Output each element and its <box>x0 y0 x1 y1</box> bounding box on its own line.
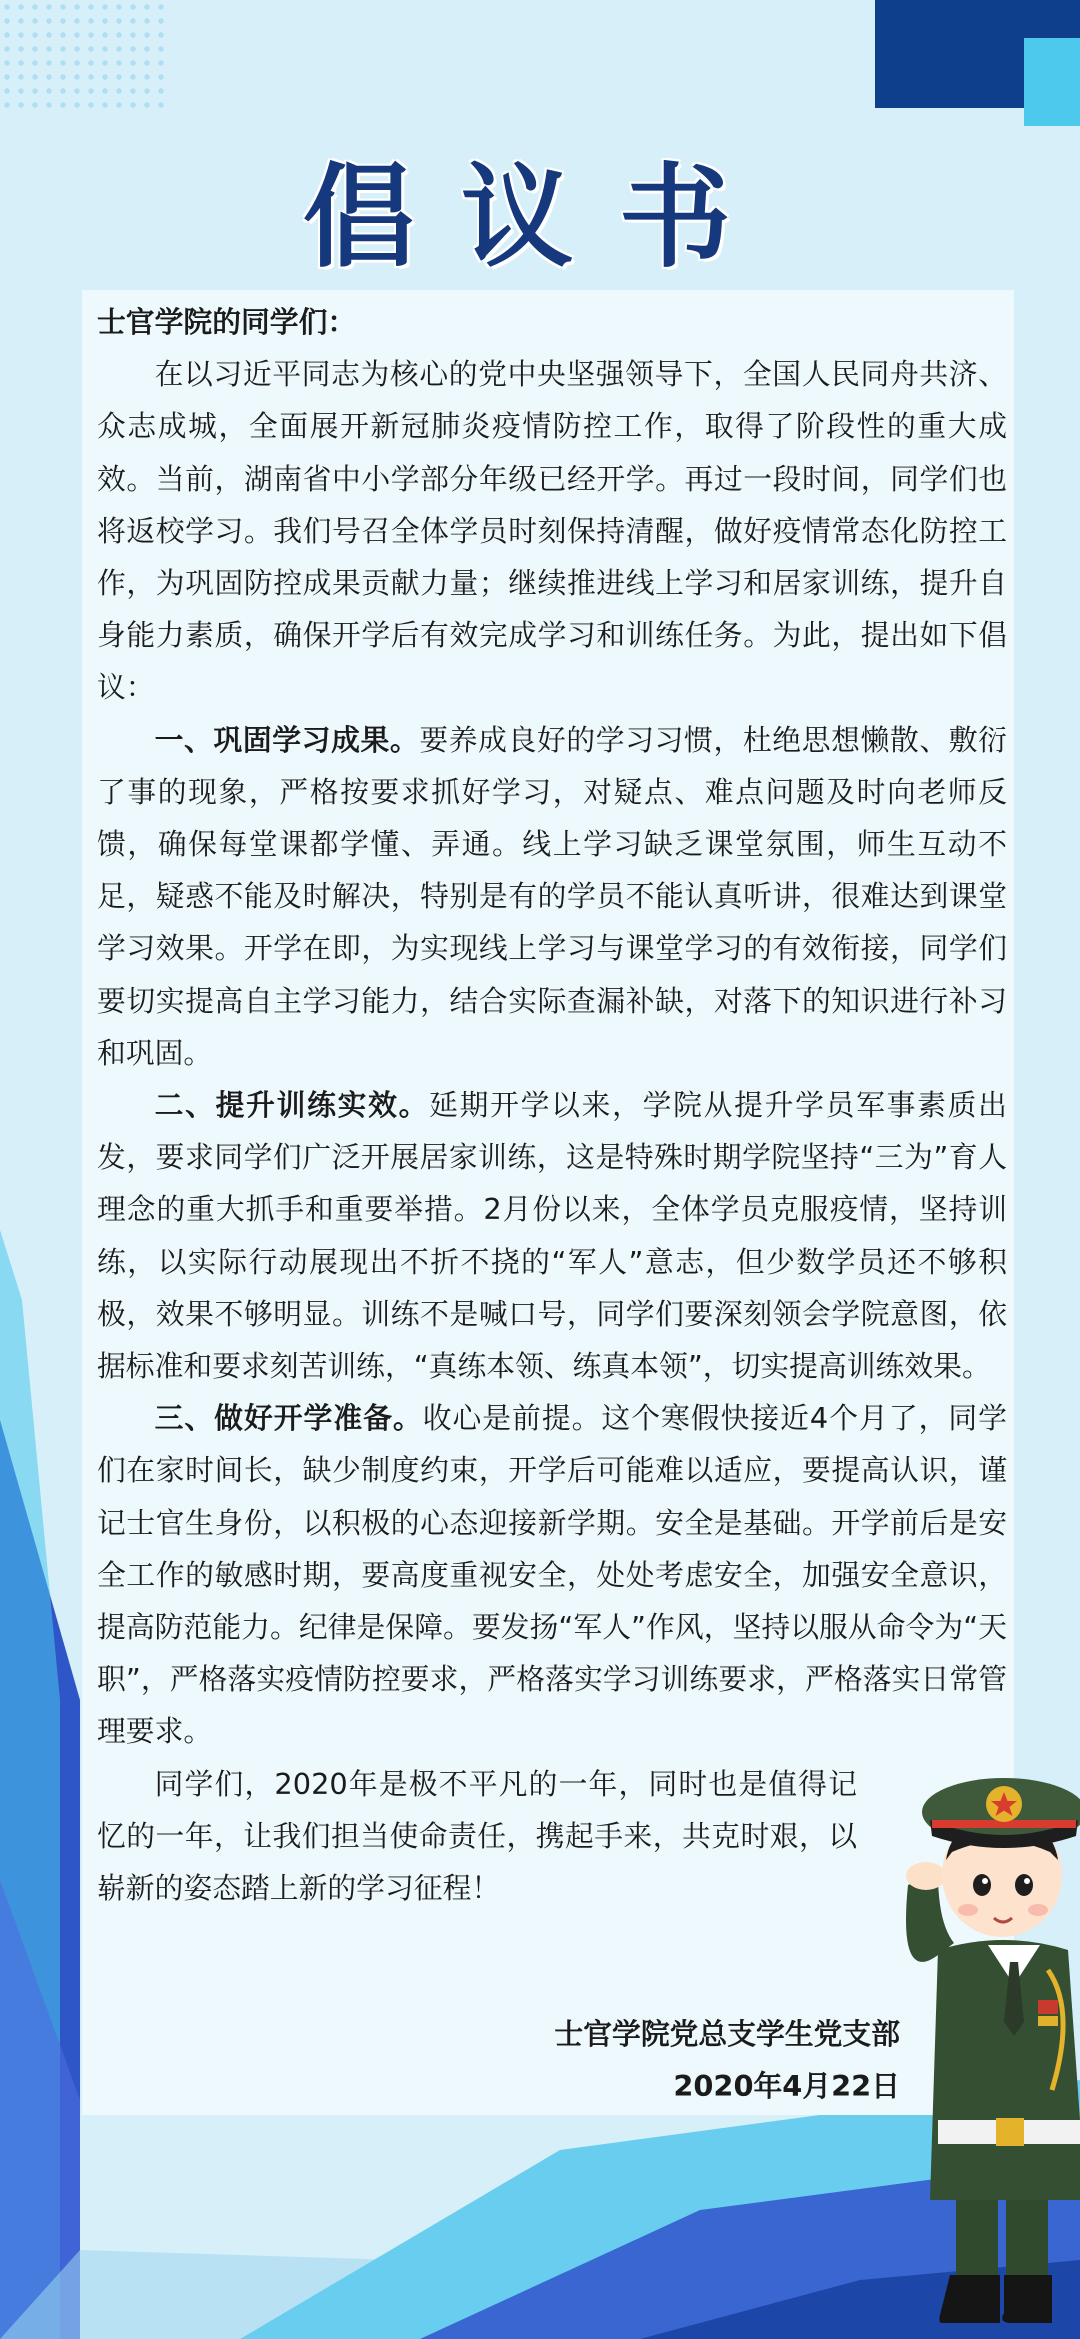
section-body: 延期开学以来，学院从提升学员军事素质出发，要求同学们广泛开展居家训练，这是特殊时期学院坚持“三为”育人理念的重大抓手和重要举措。2月份以来，全体学员克服疫情，坚持训练，以实际行动展现出不折不挠的“军人”意志，但少数学员还不够积极，效果不够明显。训练不是喊口号，同学们要深刻领会学院意图，依据标准和要求刻苦训练，“真练本领、练真本领”，切实提高训练效果。 <box>97 1088 1007 1384</box>
intro-paragraph: 在以习近平同志为核心的党中央坚强领导下，全国人民同舟共济、众志成城，全面展开新冠肺炎疫情防控工作，取得了阶段性的重大成效。当前，湖南省中小学部分年级已经开学。再过一段时间，同学们也将返校学习。我们号召全体学员时刻保持清醒，做好疫情常态化防控工作，为巩固防控成果贡献力量；继续推进线上学习和居家训练，提升自身能力素质，确保开学后有效完成学习和训练任务。为此，提出如下倡议： <box>97 357 1007 705</box>
signature-date: 2020年4月22日 <box>673 2069 900 2103</box>
section-heading: 二、提升训练实效。 <box>154 1088 430 1123</box>
section-paragraph-1 <box>97 714 1007 1079</box>
salutation: 士官学院的同学们： <box>97 305 357 339</box>
letter-body <box>97 296 1007 1914</box>
section-heading: 一、巩固学习成果。 <box>154 722 420 757</box>
section-paragraph-2 <box>97 1079 1007 1392</box>
section-body: 要养成良好的学习习惯，杜绝思想懒散、敷衍了事的现象，严格按要求抓好学习，对疑点、难点问题及时向老师反馈，确保每堂课都学懂、弄通。线上学习缺乏课堂氛围，师生互动不足，疑惑不能及时解决，特别是有的学员不能认真听讲，很难达到课堂学习效果。开学在即，为实现线上学习与课堂学习的有效衔接，同学们要切实提高自主学习能力，结合实际查漏补缺，对落下的知识进行补习和巩固。 <box>97 722 1007 1070</box>
saluting-soldier-illustration <box>868 1700 1080 2339</box>
signature-org: 士官学院党总支学生党支部 <box>554 2017 900 2051</box>
page-title: 倡议书 <box>303 153 777 283</box>
section-heading: 三、做好开学准备。 <box>154 1401 423 1436</box>
section-body: 收心是前提。这个寒假快接近4个月了，同学们在家时间长，缺少制度约束，开学后可能难以适应，要提高认识，谨记士官生身份，以积极的心态迎接新学期。安全是基础。开学前后是安全工作的敏感时期，要高度重视安全，处处考虑安全，加强安全意识，提高防范能力。纪律是保障。要发扬“军人”作风，坚持以服从命令为“天职”，严格落实疫情防控要求，严格落实学习训练要求，严格落实日常管理要求。 <box>97 1401 1007 1749</box>
closing-paragraph: 同学们，2020年是极不平凡的一年，同时也是值得记忆的一年，让我们担当使命责任，携起手来，共克时艰，以崭新的姿态踏上新的学习征程！ <box>97 1766 857 1906</box>
